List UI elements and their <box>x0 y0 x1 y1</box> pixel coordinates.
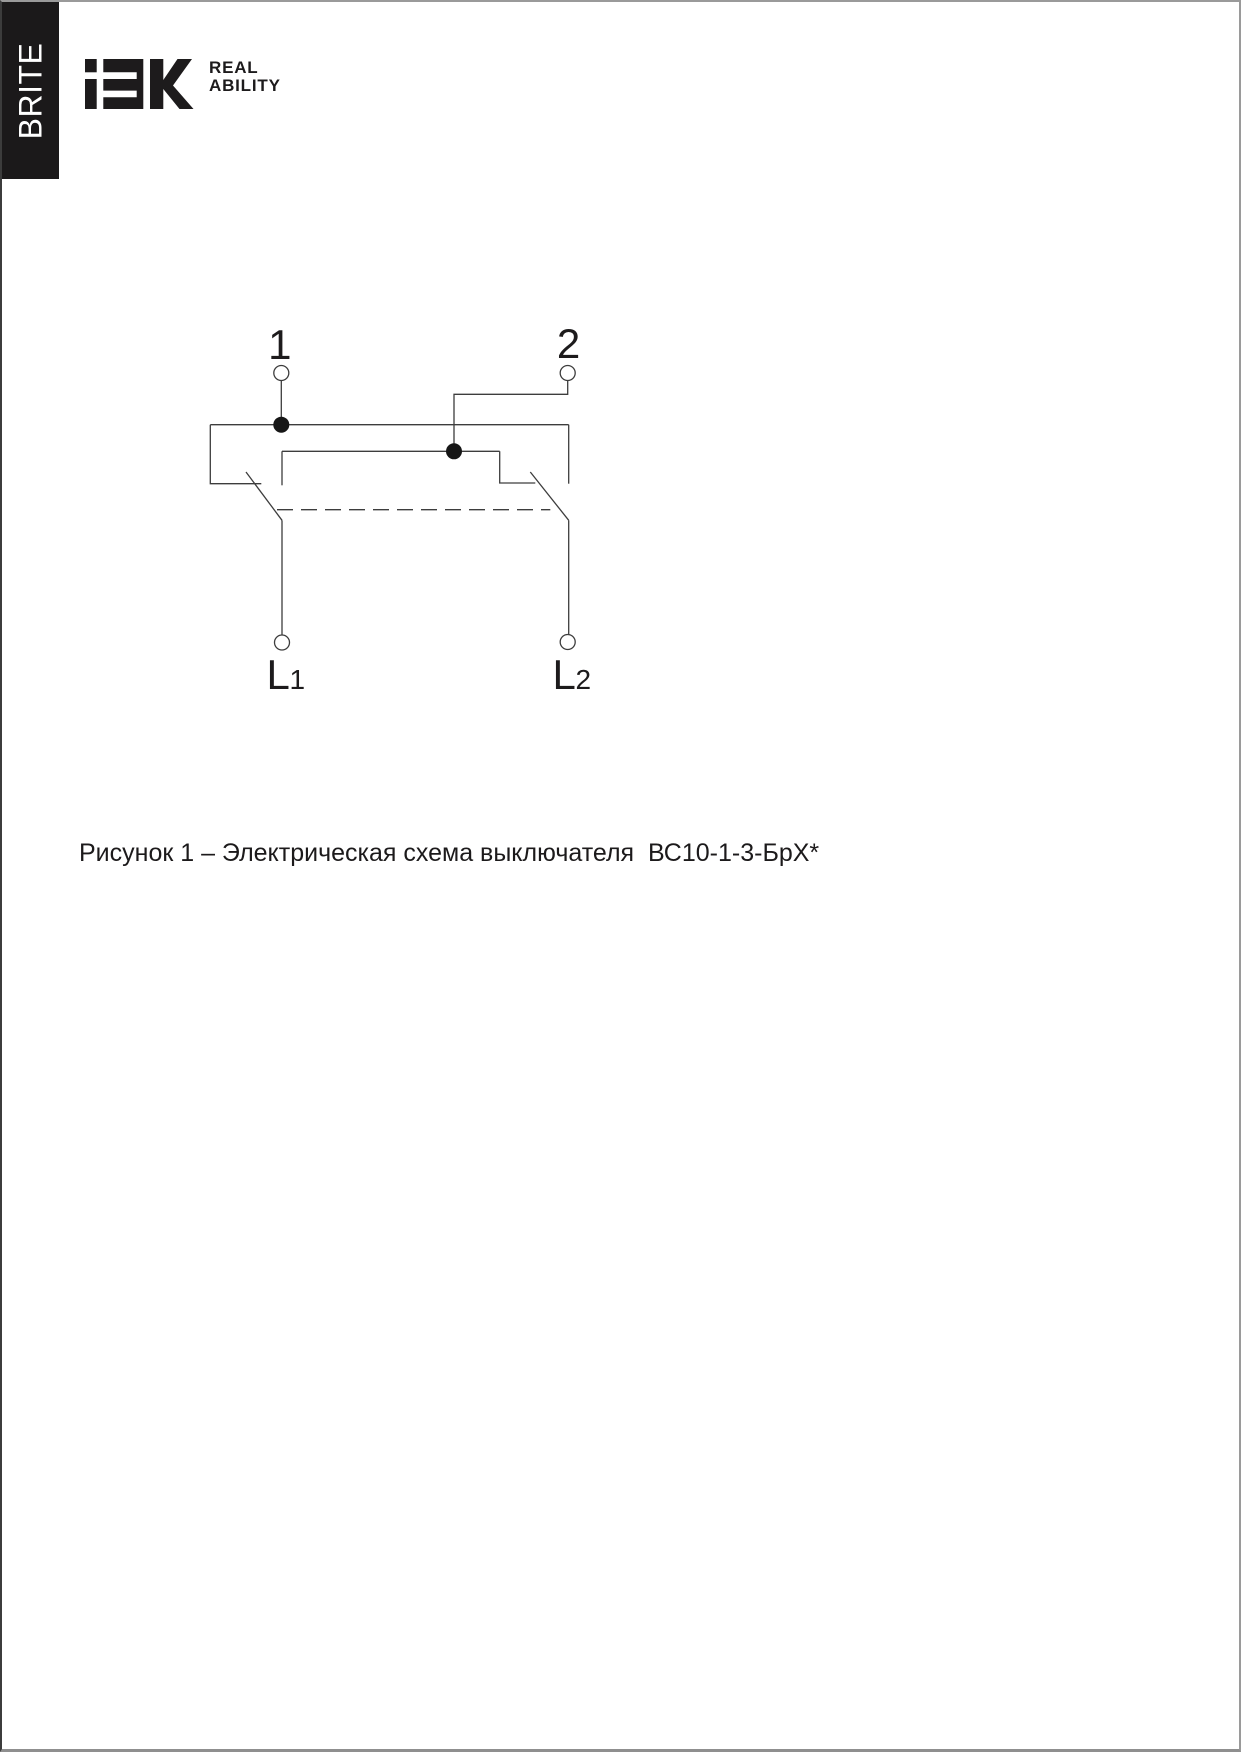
iek-logo-i-stem <box>85 79 97 109</box>
load-1-label: L <box>266 651 290 698</box>
iek-logo-icon <box>85 59 195 109</box>
iek-tagline-line2: ABILITY <box>209 75 281 95</box>
terminal-2-label: 2 <box>556 320 581 367</box>
wire-right-inner-contact <box>500 451 536 483</box>
load-1-subscript: 1 <box>289 664 306 695</box>
switch-blade-left <box>246 472 282 520</box>
junction-dot-1 <box>273 417 289 433</box>
figure-caption: Рисунок 1 – Электрическая схема выключателя ВС10-1-3-БрХ* <box>79 839 820 867</box>
terminal-l2-circle <box>560 635 575 650</box>
terminal-2-circle <box>560 366 575 381</box>
iek-tagline <box>209 59 281 94</box>
iek-logo-e <box>103 59 143 109</box>
brite-banner <box>2 2 59 179</box>
terminal-1-label: 1 <box>268 321 292 368</box>
load-2-label: L <box>552 651 576 698</box>
iek-logo-i-dot <box>85 59 97 72</box>
brite-banner-label: BRITE <box>12 42 49 139</box>
wire-terminal2-lead <box>454 381 568 447</box>
iek-logo-k <box>150 59 194 109</box>
wire-left-outer-contact <box>210 425 261 484</box>
terminal-l1-circle <box>275 635 290 650</box>
circuit-diagram <box>182 272 642 712</box>
iek-tagline-line1: REAL <box>209 58 259 77</box>
load-2-subscript: 2 <box>575 664 592 695</box>
junction-dot-2 <box>446 443 462 459</box>
switch-blade-right <box>530 472 568 520</box>
